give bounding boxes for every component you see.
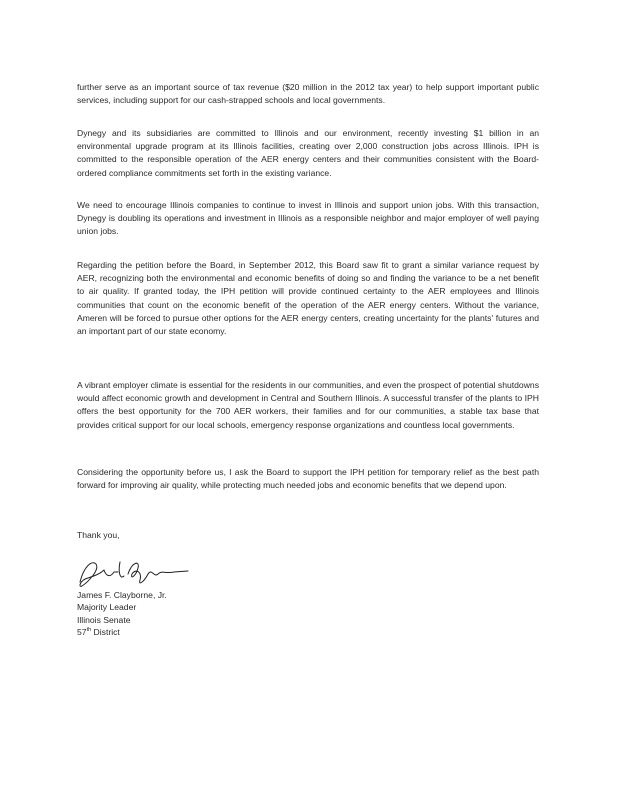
signatory-body: Illinois Senate xyxy=(77,614,131,625)
closing-line: Thank you, xyxy=(77,530,120,540)
paragraph-environment-investment: Dynegy and its subsidiaries are committed to Illinois and our environment, recently investing $1 billion in an environmental upgrade program at its Illinois facilities, creating over 2,000 construction jobs across Illinois. IPH is committed to the responsible operation of the AER energy centers and their communities consistent with the Board-ordered compliance commitments set forth in the existing variance. xyxy=(77,128,539,178)
district-word: District xyxy=(93,627,120,638)
signatory-district xyxy=(77,626,167,638)
signatory-name: James F. Clayborne, Jr. xyxy=(77,590,167,600)
district-suffix: th xyxy=(86,627,92,634)
signatory-title: Majority Leader xyxy=(77,602,137,613)
paragraph-tax-revenue: further serve as an important source of tax revenue ($20 million in the 2012 tax year) to help support important public services, including support for our cash-strapped schools and local governments. xyxy=(77,82,539,106)
paragraph-request: Considering the opportunity before us, I ask the Board to support the IPH petition for temporary relief as the best path forward for improving air quality, while protecting much needed jobs and economic benefits that we depend upon. xyxy=(77,467,539,491)
paragraph-variance-petition: Regarding the petition before the Board, in September 2012, this Board saw fit to grant a similar variance request by AER, recognizing both the environmental and economic benefits of doing so and finding the variance to be a net benefit to air quality. If granted today, the IPH petition will provide continued certainty to the AER employees and Illinois communities that count on the economic benefit of the operation of the AER energy centers. Without the variance, Ameren will be forced to pursue other options for the AER energy centers, creating uncertainty for the plants' futures and an important part of our state economy. xyxy=(77,260,539,337)
signature xyxy=(74,552,194,592)
signature-block xyxy=(77,589,167,639)
district-number: 57 xyxy=(77,627,87,638)
paragraph-union-jobs: We need to encourage Illinois companies to continue to invest in Illinois and support union jobs. With this transaction, Dynegy is doubling its operations and investment in Illinois as a responsible neighbor and major employer of well paying union jobs. xyxy=(77,200,539,237)
paragraph-employer-climate: A vibrant employer climate is essential for the residents in our communities, and even the prospect of potential shutdowns would affect economic growth and development in Central and Southern Illinois. A successful transfer of the plants to IPH offers the best opportunity for the 700 AER workers, their families and for our communities, a stable tax base that provides critical support for our local schools, emergency response organizations and countless local governments. xyxy=(77,380,539,430)
